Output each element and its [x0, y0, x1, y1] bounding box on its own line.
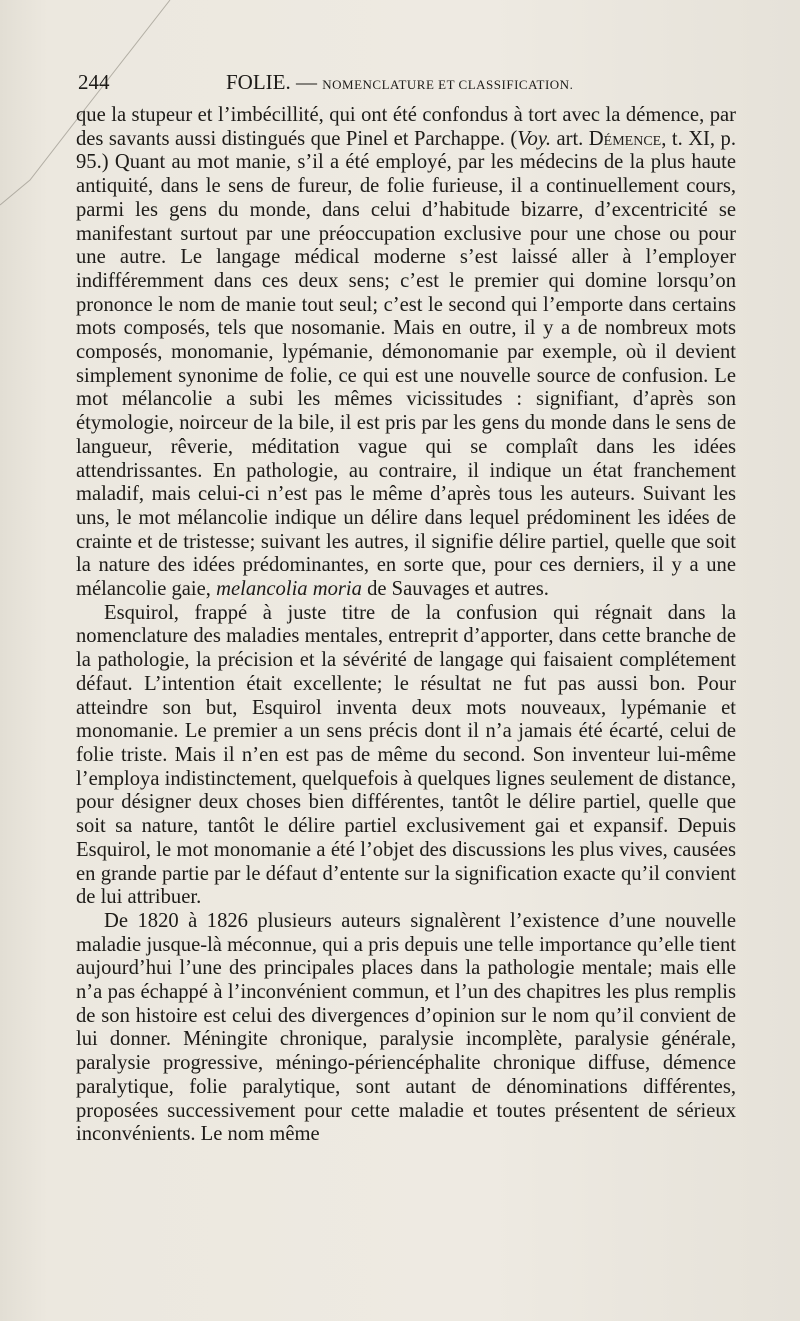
running-title — [226, 70, 573, 95]
paragraph-1-body: , t. XI, p. 95.) Quant au mot manie, s’il a été employé, par les médecins de la plus haute antiquité, dans le sens de fureur, de folie furieuse, il a continuellement cours, parmi les gens du monde, dans celui d’habitude bizarre, d’excentricité se manifestant surtout par une préoccupation exclusive pour une chose ou pour une autre. Le langage médical moderne s’est laissé aller à l’employer indifféremment dans ces deux sens; c’est le premier qui domine lorsqu’on prononce le nom de manie tout seul; c’est le second qui l’emporte dans certains mots composés, tels que nosomanie. Mais en outre, il y a de nombreux mots composés, monomanie, lypémanie, démonomanie par exemple, où il devient simplement synonime de folie, ce qui est une nouvelle source de confusion. Le mot mélancolie a subi les mêmes vicissitudes : signifiant, d’après son étymologie, noirceur de la bile, il est pris par les gens du monde dans le sens de langueur, rêverie, méditation vague qui se complaît dans les idées attendrissantes. En pathologie, au contraire, il indique un état franchement maladif, mais celui-ci n’est pas le même d’après tous les auteurs. Suivant les uns, le mot mélancolie indique un délire dans lequel prédominent les idées de crainte et de tristesse; suivant les autres, il signifie délire partiel, quelle que soit la nature des idées prédominantes, en sorte que, pour ces derniers, il y a une mélancolie gaie, — [76, 127, 736, 601]
paragraph-1-start: que la stupeur et l’imbécillité, qui ont été confondus à tort avec la démence, par des savants aussi distingués que Pinel et Parchappe. ( — [76, 104, 736, 150]
reference-voy: Voy. — [517, 127, 551, 150]
running-title-dash: — — [290, 70, 323, 94]
paragraph-3: De 1820 à 1826 plusieurs auteurs signalèrent l’existence d’une nouvelle maladie jusque-là méconnue, qui a pris depuis une telle importance qu’elle tient aujourd’hui l’une des principales places dans la pathologie mentale; mais elle n’a pas échappé à l’inconvénient commun, et l’un des chapitres les plus remplis de son histoire est celui des divergences d’opinion sur le nom qu’il convient de lui donner. Méningite chronique, paralysie incomplète, paralysie générale, paralysie progressive, méningo-périencéphalite chronique diffuse, démence paralytique, folie paralytique, sont autant de dénominations différentes, proposées successivement pour cette maladie et toutes présentent de sérieux inconvénients. Le nom même — [76, 909, 736, 1146]
italic-term: melancolia moria — [216, 578, 362, 601]
reference-art: art. — [550, 127, 589, 150]
reference-demence: Démence — [588, 127, 662, 150]
paragraph-1 — [76, 104, 736, 602]
body-text — [76, 104, 736, 1147]
paragraph-2: Esquirol, frappé à juste titre de la confusion qui régnait dans la nomenclature des maladies mentales, entreprit d’apporter, dans cette branche de la pathologie, la précision et la sévérité de langage qui faisaient complétement défaut. L’intention était excellente; le résultat ne fut pas aussi bon. Pour atteindre son but, Esquirol inventa deux mots nouveaux, lypémanie et monomanie. Le premier a un sens précis dont il n’a jamais été écarté, celui de folie triste. Mais il n’en est pas de même du second. Son inventeur lui-même l’employa indistinctement, quelquefois à quelques lignes seulement de distance, pour désigner deux choses bien différentes, tantôt le délire partiel, quelle que soit sa nature, tantôt le délire partiel exclusivement gai et expansif. Depuis Esquirol, le mot monomanie a été l’objet des discussions les plus vives, causées en grande partie par le défaut d’entente sur la signification exacte qu’il convient de lui attribuer. — [76, 601, 736, 909]
running-title-main: FOLIE. — [226, 70, 291, 94]
page-number: 244 — [78, 70, 110, 94]
paragraph-1-end: de Sauvages et autres. — [361, 578, 549, 601]
running-title-subtitle: NOMENCLATURE ET CLASSIFICATION. — [322, 77, 574, 92]
running-header — [78, 62, 738, 102]
